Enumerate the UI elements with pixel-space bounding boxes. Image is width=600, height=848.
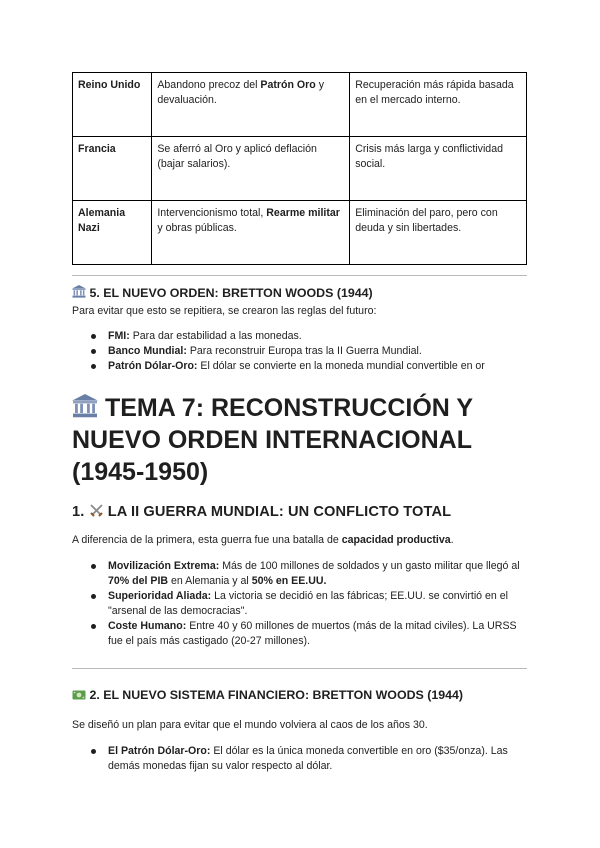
horizontal-rule (72, 275, 527, 276)
section-1-list (72, 559, 527, 649)
country-cell: Francia (73, 137, 152, 201)
bold-text: FMI: (108, 330, 130, 342)
bullet-icon (91, 564, 96, 569)
result-cell: Eliminación del paro, pero con deuda y sin libertades. (350, 201, 527, 265)
bold-text: El Patrón Dólar-Oro: (108, 745, 211, 757)
section-1-title: LA II GUERRA MUNDIAL: UN CONFLICTO TOTAL (107, 504, 452, 520)
list-item (72, 359, 527, 374)
text-run: Más de 100 millones de soldados y un gasto militar que llegó al (219, 560, 520, 572)
bold-text: 50% en EE.UU. (251, 575, 327, 587)
tema-7-heading (72, 392, 532, 488)
bold-text: Superioridad Aliada: (108, 590, 212, 602)
text-run: en Alemania y al (168, 575, 252, 587)
text-run: Intervencionismo total, (157, 207, 267, 219)
section-5-intro: Para evitar que esto se repitiera, se crearon las reglas del futuro: (72, 305, 377, 317)
section-1-number: 1. (72, 504, 85, 520)
table-row (73, 201, 527, 265)
section-2-intro: Se diseñó un plan para evitar que el mundo volviera al caos de los años 30. (72, 719, 428, 731)
text-run: . (450, 534, 454, 546)
tema-7-title: TEMA 7: RECONSTRUCCIÓN Y NUEVO ORDEN INTERNACIONAL (1945-1950) (72, 394, 473, 486)
bold-text: Rearme militar (266, 207, 340, 219)
bullet-icon (91, 749, 96, 754)
crossed-swords-icon (89, 503, 104, 522)
text-run: Abandono precoz del (157, 79, 261, 91)
text-run: El dólar se convierte en la moneda mundial convertible en or (197, 360, 485, 372)
text-run: La victoria se decidió en las fábricas; EE.UU. se convirtió en el "arsenal de las democracias". (108, 590, 508, 617)
bank-icon (72, 394, 98, 418)
section-2-title: 2. EL NUEVO SISTEMA FINANCIERO: BRETTON WOODS (1944) (89, 688, 464, 702)
section-2-heading (72, 688, 463, 704)
policy-cell (152, 73, 350, 137)
list-item (72, 589, 527, 619)
bold-text: Coste Humano: (108, 620, 187, 632)
list-item (72, 344, 527, 359)
text-run: y obras públicas. (157, 222, 237, 234)
country-cell: Alemania Nazi (73, 201, 152, 265)
comparison-table (72, 72, 527, 265)
table-row (73, 73, 527, 137)
cash-icon (72, 689, 86, 704)
section-1-heading (72, 503, 451, 522)
result-cell: Crisis más larga y conflictividad social. (350, 137, 527, 201)
result-cell: Recuperación más rápida basada en el mercado interno. (350, 73, 527, 137)
text-run: Para dar estabilidad a las monedas. (129, 330, 302, 342)
bank-icon (72, 285, 86, 298)
text-run: Entre 40 y 60 millones de muertos (más de la mitad civiles). La URSS fue el país más castigado (20-27 millones). (108, 620, 517, 647)
bullet-icon (91, 624, 96, 629)
country-cell: Reino Unido (73, 73, 152, 137)
bold-text: Movilización Extrema: (108, 560, 220, 572)
horizontal-rule (72, 668, 527, 669)
bold-text: Patrón Oro (260, 79, 316, 91)
bullet-icon (91, 349, 96, 354)
bold-text: Patrón Dólar-Oro: (108, 360, 198, 372)
text-run: A diferencia de la primera, esta guerra fue una batalla de (72, 534, 342, 546)
policy-cell (152, 137, 350, 201)
bold-text: 70% del PIB (108, 575, 169, 587)
list-item (72, 619, 527, 649)
bold-text: capacidad productiva (341, 534, 451, 546)
table-row (73, 137, 527, 201)
bullet-icon (91, 364, 96, 369)
section-2-list (72, 744, 527, 774)
bold-text: Banco Mundial: (108, 345, 187, 357)
text-run: y devaluación. (157, 79, 324, 106)
section-5-list (72, 329, 527, 374)
text-run: Se aferró al Oro y aplicó deflación (bajar salarios). (157, 143, 317, 170)
section-5-title: 5. EL NUEVO ORDEN: BRETTON WOODS (1944) (89, 286, 373, 300)
list-item (72, 329, 527, 344)
bullet-icon (91, 334, 96, 339)
bullet-icon (91, 594, 96, 599)
list-item (72, 744, 527, 774)
list-item (72, 559, 527, 589)
section-5-heading (72, 285, 373, 300)
section-1-intro (72, 534, 454, 546)
text-run: El dólar es la única moneda convertible en oro ($35/onza). Las demás monedas fijan su valor respecto al dólar. (108, 745, 508, 772)
text-run: Para reconstruir Europa tras la II Guerra Mundial. (186, 345, 422, 357)
policy-cell (152, 201, 350, 265)
